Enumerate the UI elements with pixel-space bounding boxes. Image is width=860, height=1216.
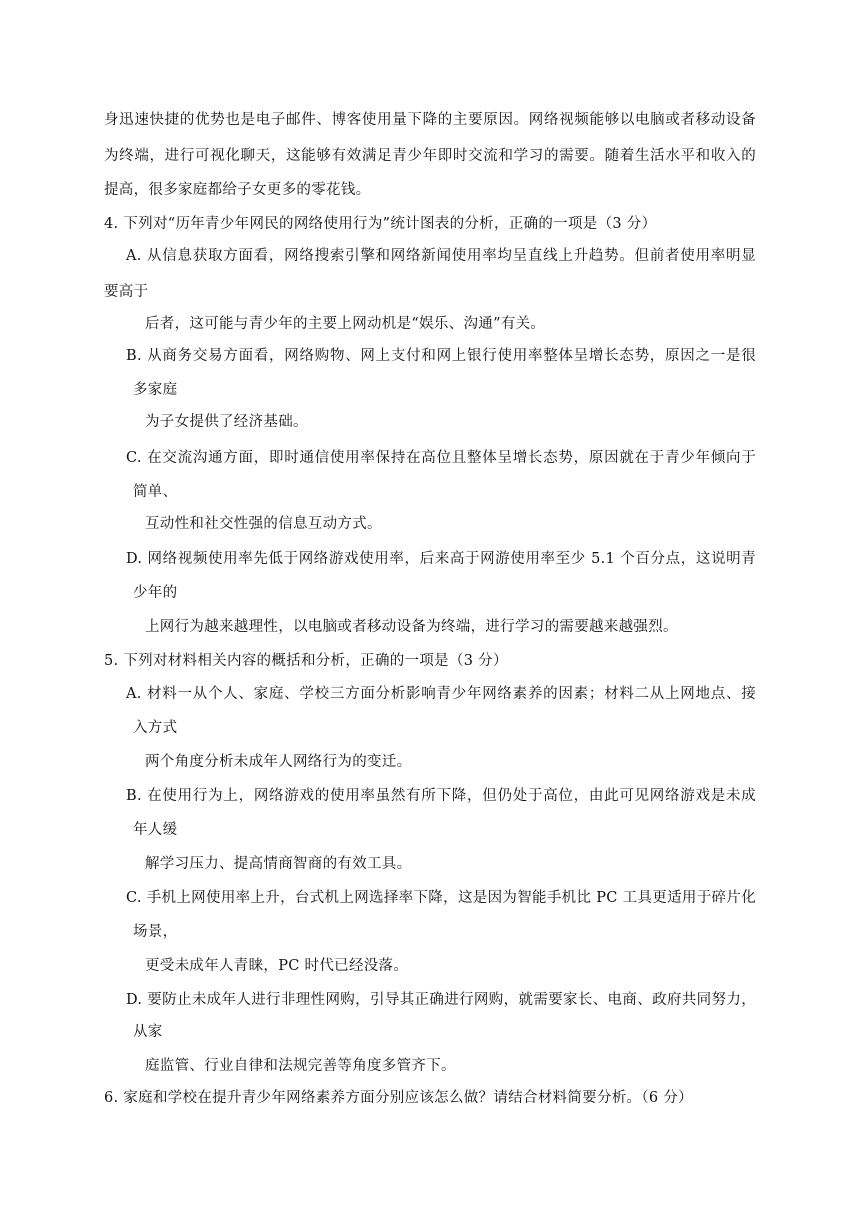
intro-line-1: 身迅速快捷的优势也是电子邮件、博客使用量下降的主要原因。网络视频能够以电脑或者移动设备	[104, 112, 756, 128]
q4-option-b-line-1: B. 从商务交易方面看，网络购物、网上支付和网上银行使用率整体呈增长态势，原因之一是很	[126, 348, 756, 364]
q4-option-a-line-1: A. 从信息获取方面看，网络搜索引擎和网络新闻使用率均呈直线上升趋势。但前者使用率明显	[126, 248, 756, 264]
q4-option-c-line-2: 简单、	[133, 484, 178, 500]
q5-option-d-line-2: 从家	[133, 1024, 163, 1040]
q5-option-d-line-1: D. 要防止未成年人进行非理性网购，引导其正确进行网购，就需要家长、电商、政府共同努力，	[126, 992, 756, 1008]
q4-option-b-line-2: 多家庭	[133, 382, 178, 398]
q6-stem: 6. 家庭和学校在提升青少年网络素养方面分别应该怎么做？请结合材料简要分析。（6 分）	[104, 1090, 693, 1106]
q4-option-b-line-3: 为子女提供了经济基础。	[145, 414, 308, 430]
q4-option-c-line-1: C. 在交流沟通方面，即时通信使用率保持在高位且整体呈增长态势，原因就在于青少年倾向于	[126, 450, 756, 466]
intro-line-3: 提高，很多家庭都给子女更多的零花钱。	[104, 182, 371, 198]
q5-option-d-line-3: 庭监管、行业自律和法规完善等角度多管齐下。	[145, 1058, 456, 1074]
q5-option-c-line-3: 更受未成年人青睐，PC 时代已经没落。	[145, 958, 409, 974]
q5-option-a-line-1: A. 材料一从个人、家庭、学校三方面分析影响青少年网络素养的因素；材料二从上网地点、接	[126, 686, 756, 702]
q5-option-a-line-3: 两个角度分析未成年人网络行为的变迁。	[145, 754, 412, 770]
q4-option-a-line-3: 后者，这可能与青少年的主要上网动机是“娱乐、沟通”有关。	[145, 316, 546, 332]
q5-option-b-line-2: 年人缓	[133, 822, 178, 838]
q5-option-c-line-2: 场景，	[133, 924, 178, 940]
q5-stem: 5. 下列对材料相关内容的概括和分析，正确的一项是（3 分）	[104, 653, 508, 669]
q5-option-b-line-1: B. 在使用行为上，网络游戏的使用率虽然有所下降，但仍处于高位，由此可见网络游戏是未成	[126, 788, 756, 804]
q5-option-a-line-2: 入方式	[133, 720, 178, 736]
q4-option-d-line-3: 上网行为越来越理性，以电脑或者移动设备为终端，进行学习的需要越来越强烈。	[145, 619, 678, 635]
q4-option-d-line-2: 少年的	[133, 585, 178, 601]
intro-line-2: 为终端，进行可视化聊天，这能够有效满足青少年即时交流和学习的需要。随着生活水平和收入的	[104, 148, 756, 164]
q4-option-c-line-3: 互动性和社交性强的信息互动方式。	[145, 516, 382, 532]
q5-option-b-line-3: 解学习压力、提高情商智商的有效工具。	[145, 856, 412, 872]
q4-option-d-line-1: D. 网络视频使用率先低于网络游戏使用率，后来高于网游使用率至少 5.1 个百分点，这说明青	[126, 551, 756, 567]
q4-stem: 4. 下列对“历年青少年网民的网络使用行为”统计图表的分析，正确的一项是（3 分）	[104, 216, 657, 232]
q5-option-c-line-1: C. 手机上网使用率上升，台式机上网选择率下降，这是因为智能手机比 PC 工具更适用于碎片化	[126, 890, 756, 906]
q4-option-a-line-2: 要高于	[104, 284, 149, 300]
